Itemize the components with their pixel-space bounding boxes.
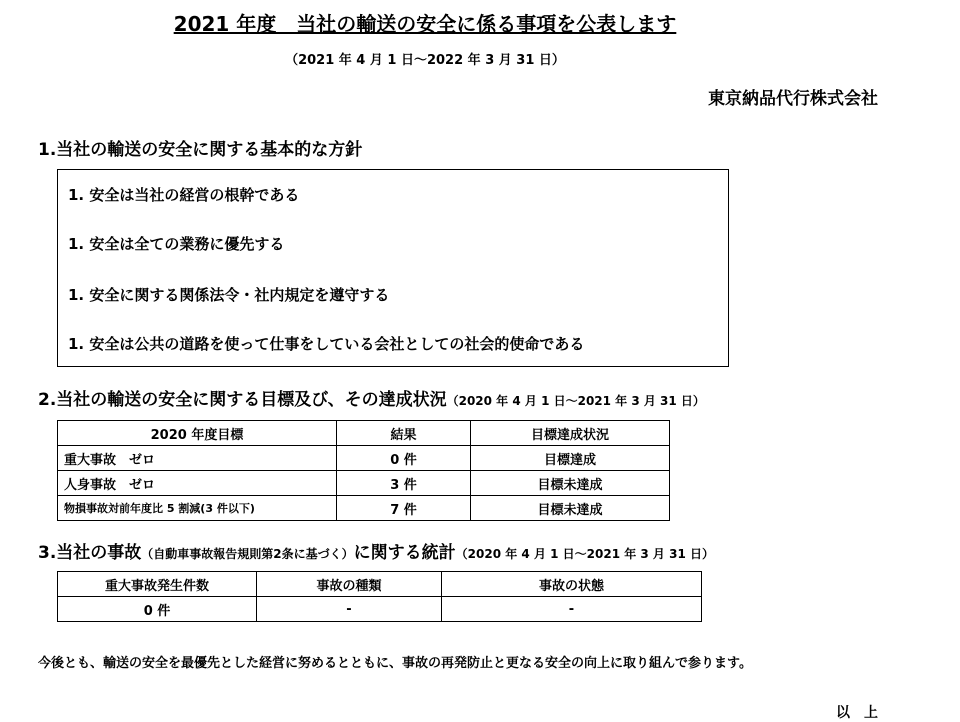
table-row (58, 446, 670, 471)
result-cell: 0 件 (337, 446, 471, 471)
policy-item: 1. 安全に関する関係法令・社内規定を遵守する (68, 286, 390, 304)
goal-cell: 物損事故対前年度比 5 割減(3 件以下) (58, 496, 337, 521)
status-cell: 目標未達成 (471, 471, 670, 496)
disclosure-period: （2021 年 4 月 1 日～2022 年 3 月 31 日） (285, 53, 565, 68)
goal-cell: 人身事故 ゼロ (58, 471, 337, 496)
section3-title-note: （自動車事故報告規則第2条に基づく） (141, 547, 354, 561)
section2-title (38, 385, 705, 410)
accident-type: - (257, 597, 442, 622)
company-name: 東京納品代行株式会社 (708, 89, 878, 109)
policy-item: 1. 安全は公共の道路を使って仕事をしている会社としての社会的使命である (68, 335, 585, 353)
status-cell: 目標未達成 (471, 496, 670, 521)
table-row (58, 471, 670, 496)
table-header: 重大事故発生件数 (58, 572, 257, 597)
table-row (58, 597, 702, 622)
section1-title: 1.当社の輸送の安全に関する基本的な方針 (38, 140, 363, 160)
status-cell: 目標達成 (471, 446, 670, 471)
document-title: 2021 年度 当社の輸送の安全に係る事項を公表します (173, 12, 677, 36)
goals-table (57, 420, 670, 521)
table-header-row (58, 572, 702, 597)
serious-accident-count: 0 件 (58, 597, 257, 622)
table-header: 事故の種類 (257, 572, 442, 597)
table-header: 目標達成状況 (471, 421, 670, 446)
section2-title-text: 2.当社の輸送の安全に関する目標及び、その達成状況 (38, 390, 447, 410)
table-header: 2020 年度目標 (58, 421, 337, 446)
policy-box (57, 169, 729, 367)
table-row (58, 496, 670, 521)
section2-period: （2020 年 4 月 1 日～2021 年 3 月 31 日） (446, 394, 705, 408)
closing-statement: 今後とも、輸送の安全を最優先とした経営に努めるとともに、事故の再発防止と更なる安全の向上に取り組んで参ります。 (38, 656, 752, 671)
accident-status: - (442, 597, 702, 622)
result-cell: 3 件 (337, 471, 471, 496)
section3-title (38, 538, 714, 563)
policy-item: 1. 安全は当社の経営の根幹である (68, 186, 300, 204)
section3-title-suffix: に関する統計 (353, 543, 456, 563)
end-mark: 以 上 (836, 705, 878, 721)
accident-stats-table (57, 571, 702, 622)
section3-title-prefix: 3.当社の事故 (38, 543, 142, 563)
policy-item: 1. 安全は全ての業務に優先する (68, 235, 285, 253)
table-header: 結果 (337, 421, 471, 446)
result-cell: 7 件 (337, 496, 471, 521)
goal-cell: 重大事故 ゼロ (58, 446, 337, 471)
table-header: 事故の状態 (442, 572, 702, 597)
section3-period: （2020 年 4 月 1 日～2021 年 3 月 31 日） (455, 547, 714, 561)
table-header-row (58, 421, 670, 446)
